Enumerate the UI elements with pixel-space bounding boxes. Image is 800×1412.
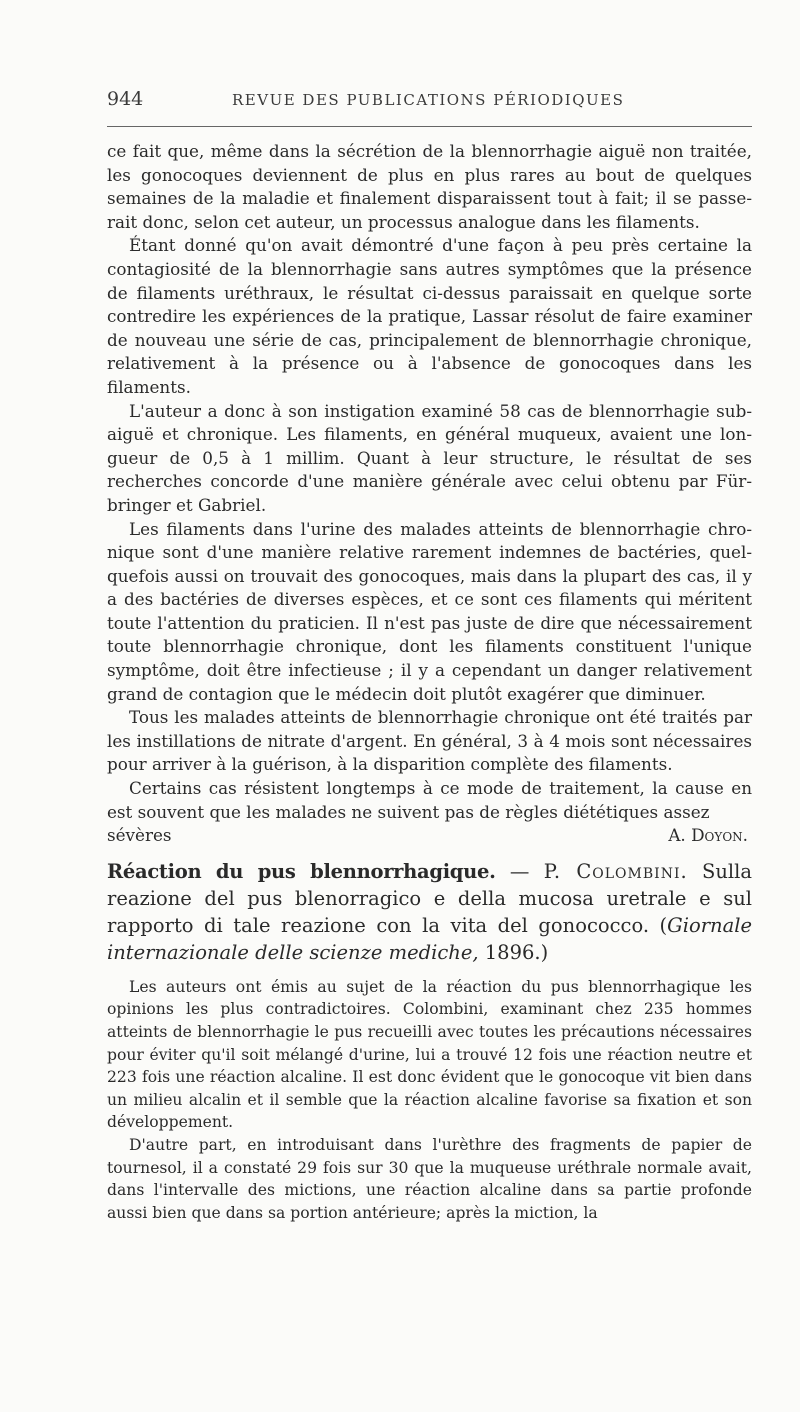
paragraph: ce fait que, même dans la sécrétion de la blennorrhagie aiguë non traitée, les gonocoques deviennent de plus en plus rares au bout de quelques semaines de la maladie et finalement disparaissent tout à fait; il se passerait donc, selon cet auteur, un processus analogue dans les filaments. (107, 141, 752, 232)
paragraph: D'autre part, en introduisant dans l'urèthre des fragments de papier de tournesol, il a constaté 29 fois sur 30 que la muqueuse uréthrale normale avait, dans l'intervalle des mictions, une réaction alcaline dans sa partie profonde aussi bien que dans sa portion antérieure; après la miction, la (107, 1135, 752, 1222)
article-author: P. Colombini. (543, 859, 688, 883)
paragraph: Certains cas résistent longtemps à ce mode de traitement, la cause en est souvent que les malades ne suivent pas de règles diététiques assez (107, 778, 752, 822)
article-title: Réaction du pus blennorrhagique. (107, 859, 496, 883)
article-heading (107, 858, 752, 966)
title-dash: — (495, 859, 544, 883)
source-year: 1896.) (478, 940, 549, 964)
running-head (107, 88, 752, 118)
italian-title: Sulla reazione del pus blenorragico e della mucosa uretrale e sul rapporto di tale reazione con la vita del gonococco. (107, 859, 752, 937)
header-rule (107, 126, 752, 127)
paragraph: Étant donné qu'on avait démontré d'une façon à peu près certaine la contagiosité de la blennorrhagie sans autres symptômes que la présence de filaments uréthraux, le résultat ci-dessus paraissait en quelque sorte contredire les expériences de la pratique, Lassar résolut de faire examiner de nouveau une série de cas, principalement de blennorrhagie chronique, relativement à la présence ou à l'absence de gonocoques dans les filaments. (107, 235, 752, 397)
paragraph: Tous les malades atteints de blennorrhagie chronique ont été traités par les instillations de nitrate d'argent. En général, 3 à 4 mois sont nécessaires pour arriver à la guérison, à la disparition complète des filaments. (107, 707, 752, 775)
running-title: REVUE DES PUBLICATIONS PÉRIODIQUES (232, 91, 625, 109)
paragraph: Les auteurs ont émis au sujet de la réaction du pus blennorrhagique les opinions les plus contradictoires. Colombini, examinant chez 235 hommes atteints de blennorrhagie le pus recueilli avec toutes les précautions nécessaires pour éviter qu'il soit mélangé d'urine, lui a trouvé 12 fois une réaction neutre et 223 fois une réaction alcaline. Il est donc évident que le gonocoque vit bien dans un milieu alcalin et il semble que la réaction alcaline favorise sa fixation et son développement. (107, 977, 752, 1132)
paragraph: L'auteur a donc à son instigation examiné 58 cas de blennorrhagie subaiguë et chronique. Les filaments, en général muqueux, avaient une longueur de 0,5 à 1 millim. Quant à leur structure, le résultat de ses recherches concorde d'une manière générale avec celui obtenu par Fürbringer et Gabriel. (107, 400, 752, 515)
body-text (107, 140, 752, 1224)
signature-line (107, 824, 752, 848)
source-journal: Giornale internazionale delle scienze mediche, (107, 913, 753, 964)
page-number: 944 (107, 88, 144, 110)
article-body (107, 976, 752, 1225)
signature: A. Doyon. (668, 825, 748, 846)
paragraph: Les filaments dans l'urine des malades atteints de blennorrhagie chronique sont d'une manière relative rarement indemnes de bactéries, quelquefois aussi on trouvait des gonocoques, mais dans la plupart des cas, il y a des bactéries de diverses espèces, et ce sont ces filaments qui méritent toute l'attention du praticien. Il n'est pas juste de dire que nécessairement toute blennorrhagie chronique, dont les filaments constituent l'unique symptôme, doit être infectieuse ; il y a cependant un danger relativement grand de contagion que le médecin doit plutôt exagérer que diminuer. (107, 518, 752, 704)
source-open: ( (649, 913, 668, 937)
last-word: sévères (107, 825, 172, 846)
